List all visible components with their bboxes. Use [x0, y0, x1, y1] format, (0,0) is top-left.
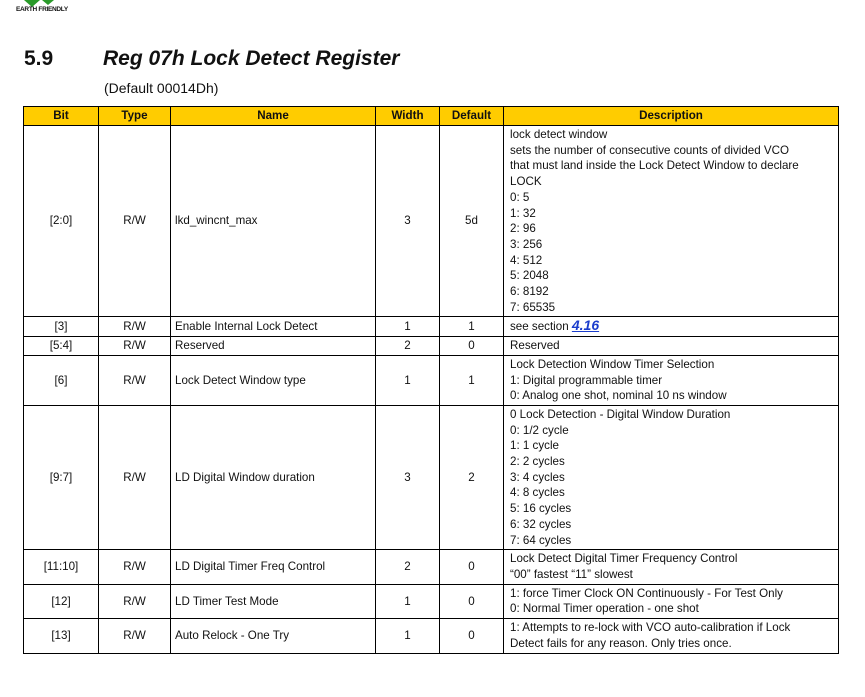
bit-cell: [9:7] [24, 405, 99, 549]
table-row [24, 584, 839, 618]
header-default: Default [440, 107, 504, 126]
table-row [24, 337, 839, 356]
width-cell: 1 [376, 584, 440, 618]
table-header-row [24, 107, 839, 126]
default-cell: 5d [440, 126, 504, 317]
logo-text: EARTH FRIENDLY [16, 6, 68, 13]
default-cell: 0 [440, 619, 504, 653]
default-cell: 1 [440, 317, 504, 337]
bit-cell: [11:10] [24, 550, 99, 584]
description-line: “00” fastest “11” slowest [510, 567, 633, 581]
width-cell: 2 [376, 337, 440, 356]
description-line: 5: 2048 [510, 269, 549, 283]
type-cell: R/W [99, 584, 171, 618]
header-description: Description [504, 107, 839, 126]
name-cell: Enable Internal Lock Detect [171, 317, 376, 337]
description-line: Lock Detect Digital Timer Frequency Control [510, 552, 738, 566]
width-cell: 2 [376, 550, 440, 584]
description-line: that must land inside the Lock Detect Window to declare [510, 159, 799, 173]
description-line: 7: 65535 [510, 300, 556, 314]
description-line: 0 Lock Detection - Digital Window Duration [510, 407, 731, 421]
description-line: 5: 16 cycles [510, 502, 572, 516]
type-cell: R/W [99, 337, 171, 356]
description-line: 4: 512 [510, 253, 543, 267]
type-cell: R/W [99, 619, 171, 653]
section-link[interactable]: 4.16 [571, 317, 600, 334]
type-cell: R/W [99, 355, 171, 405]
description-cell [504, 405, 839, 549]
type-cell: R/W [99, 405, 171, 549]
table-row [24, 405, 839, 549]
width-cell: 3 [376, 405, 440, 549]
width-cell: 3 [376, 126, 440, 317]
table-row [24, 550, 839, 584]
description-line: 1: force Timer Clock ON Continuously - For Test Only [510, 586, 783, 600]
description-line: 6: 32 cycles [510, 517, 572, 531]
header-width: Width [376, 107, 440, 126]
bit-cell: [2:0] [24, 126, 99, 317]
description-line: LOCK [510, 175, 542, 189]
bit-cell: [5:4] [24, 337, 99, 356]
description-cell [504, 355, 839, 405]
description-cell [504, 317, 839, 337]
name-cell: LD Digital Window duration [171, 405, 376, 549]
description-line: 0: 5 [510, 190, 530, 204]
description-cell [504, 550, 839, 584]
name-cell: Auto Relock - One Try [171, 619, 376, 653]
description-line: 0: Normal Timer operation - one shot [510, 602, 699, 616]
description-cell [504, 619, 839, 653]
bit-cell: [6] [24, 355, 99, 405]
bit-cell: [3] [24, 317, 99, 337]
description-line: 1: 32 [510, 206, 536, 220]
name-cell: LD Timer Test Mode [171, 584, 376, 618]
table-row [24, 317, 839, 337]
description-cell [504, 126, 839, 317]
default-cell: 0 [440, 337, 504, 356]
description-line: Lock Detection Window Timer Selection [510, 357, 715, 371]
description-line: sets the number of consecutive counts of divided VCO [510, 143, 790, 157]
name-cell: LD Digital Timer Freq Control [171, 550, 376, 584]
default-cell: 2 [440, 405, 504, 549]
name-cell: Lock Detect Window type [171, 355, 376, 405]
name-cell: lkd_wincnt_max [171, 126, 376, 317]
description-line: 0: Analog one shot, nominal 10 ns window [510, 389, 727, 403]
description-line: 3: 4 cycles [510, 470, 565, 484]
description-line: 2: 2 cycles [510, 455, 565, 469]
description-line: 1: Digital programmable timer [510, 373, 663, 387]
width-cell: 1 [376, 619, 440, 653]
header-name: Name [171, 107, 376, 126]
description-line: 0: 1/2 cycle [510, 423, 569, 437]
header-type: Type [99, 107, 171, 126]
description-line: Reserved [510, 339, 560, 353]
section-number: 5.9 [24, 47, 54, 70]
register-table [23, 106, 839, 654]
table-row [24, 126, 839, 317]
default-value: (Default 00014Dh) [104, 80, 219, 96]
bit-cell: [12] [24, 584, 99, 618]
description-line: lock detect window [510, 128, 608, 141]
description-cell [504, 337, 839, 356]
width-cell: 1 [376, 355, 440, 405]
header-bit: Bit [24, 107, 99, 126]
type-cell: R/W [99, 550, 171, 584]
default-cell: 0 [440, 584, 504, 618]
description-line: 1: Attempts to re-lock with VCO auto-calibration if Lock [510, 621, 791, 635]
bit-cell: [13] [24, 619, 99, 653]
section-title: Reg 07h Lock Detect Register [103, 47, 400, 70]
description-line: 7: 64 cycles [510, 533, 572, 547]
table-row [24, 619, 839, 653]
default-cell: 0 [440, 550, 504, 584]
type-cell: R/W [99, 126, 171, 317]
type-cell: R/W [99, 317, 171, 337]
name-cell: Reserved [171, 337, 376, 356]
default-cell: 1 [440, 355, 504, 405]
description-line: 3: 256 [510, 237, 543, 251]
description-line: 4: 8 cycles [510, 486, 565, 500]
description-line: Detect fails for any reason. Only tries once. [510, 636, 732, 650]
description-line: 2: 96 [510, 222, 536, 236]
description-cell [504, 584, 839, 618]
width-cell: 1 [376, 317, 440, 337]
description-text: see section [510, 320, 572, 334]
company-logo [2, 0, 92, 20]
description-line: 6: 8192 [510, 285, 549, 299]
description-line: 1: 1 cycle [510, 439, 559, 453]
table-row [24, 355, 839, 405]
